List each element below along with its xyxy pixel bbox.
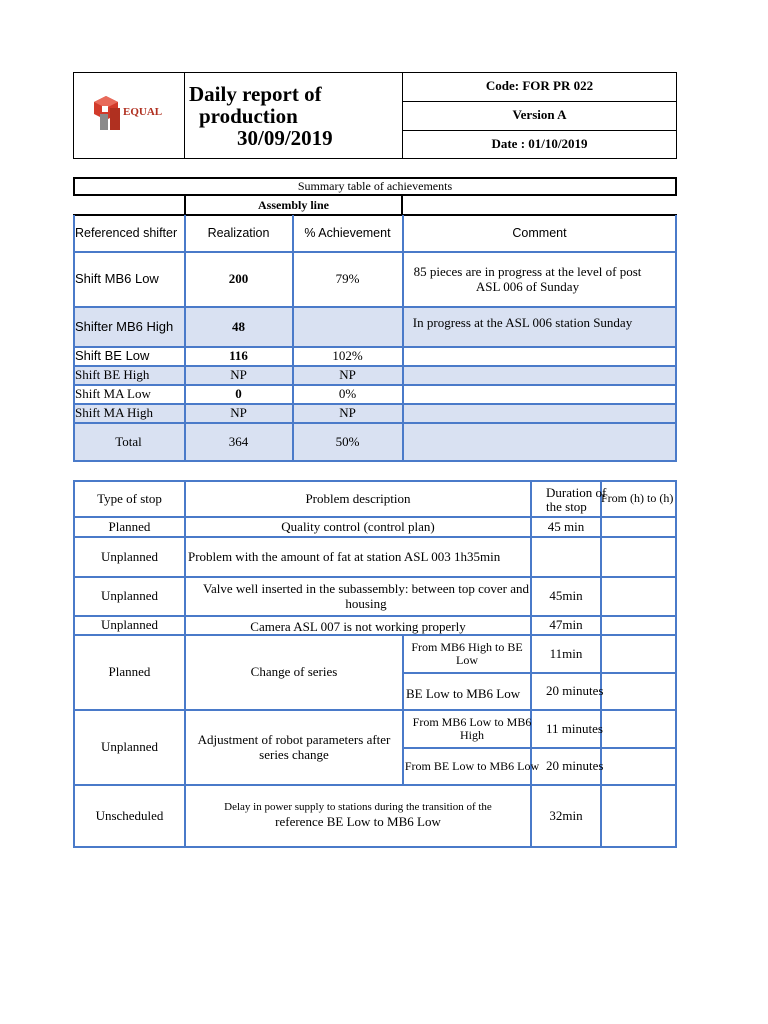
stop-duration: 11min	[549, 645, 583, 661]
row-achievement: 79%	[335, 271, 360, 287]
col-header-shifter: Referenced shifter	[75, 225, 178, 240]
stop-problem-line1: Delay in power supply to stations during the transition of the	[224, 800, 492, 813]
row-realization: 48	[232, 318, 245, 334]
stop-type: Unplanned	[100, 588, 159, 604]
stop-type: Unplanned	[100, 617, 159, 633]
stop-duration: 47min	[549, 617, 583, 633]
col-header-problem: Problem description	[305, 490, 411, 506]
stop-type: Planned	[108, 664, 151, 680]
stop-detail: From BE Low to MB6 Low	[404, 758, 540, 773]
total-achievement: 50%	[335, 433, 360, 449]
row-shifter: Shift MB6 Low	[75, 271, 159, 287]
stop-duration: 32min	[549, 807, 583, 823]
stop-problem: Valve well inserted in the subassembly: between top cover and housing	[203, 581, 529, 611]
row-shifter: Shift MA High	[75, 405, 154, 421]
row-shifter: Shift BE Low	[75, 348, 150, 364]
stop-detail: From MB6 High to BE Low	[411, 639, 523, 667]
report-title-date: 30/09/2019	[237, 126, 333, 150]
col-header-type: Type of stop	[97, 490, 162, 506]
grid-line	[402, 215, 404, 462]
grid-line	[73, 846, 677, 848]
row-realization: NP	[230, 405, 247, 421]
row-shifter: Shift BE High	[75, 367, 150, 383]
col-header-from: From (h) to (h)	[601, 491, 674, 506]
row-comment: 85 pieces are in progress at the level of post ASL 006 of Sunday	[413, 264, 642, 294]
row-achievement: NP	[339, 367, 356, 383]
stop-type: Unplanned	[100, 548, 159, 564]
stop-type: Unscheduled	[95, 807, 164, 823]
report-title-line1: Daily report of	[189, 82, 322, 106]
stop-detail: BE Low to MB6 Low	[406, 686, 521, 702]
summary-title: Summary table of achievements	[73, 177, 677, 196]
header-divider	[184, 72, 185, 159]
stop-type: Unplanned	[100, 739, 159, 755]
stop-duration: 11 minutes	[546, 720, 603, 736]
grid-line	[675, 215, 677, 462]
report-title-line2: production	[199, 104, 298, 128]
col-header-achievement: % Achievement	[304, 225, 391, 240]
row-achievement: 0%	[338, 386, 357, 402]
col-header-comment: Comment	[512, 225, 567, 240]
row-achievement: 102%	[332, 348, 363, 364]
grid-line	[675, 480, 677, 848]
row-shifter: Shifter MB6 High	[75, 318, 174, 334]
row-achievement: NP	[339, 405, 356, 421]
col-header-realization: Realization	[207, 225, 270, 240]
stop-problem: Camera ASL 007 is not working properly	[250, 619, 466, 635]
total-realization: 364	[228, 433, 249, 449]
col-header-duration: Duration of the stop	[546, 485, 607, 514]
stop-duration: 45min	[549, 588, 583, 604]
grid-line	[402, 672, 677, 674]
section-label: Assembly line	[184, 196, 403, 215]
stop-problem: Quality control (control plan)	[281, 518, 435, 534]
row-comment: In progress at the ASL 006 station Sunday	[412, 314, 633, 330]
company-logo	[90, 94, 170, 134]
row-shifter: Shift MA Low	[75, 386, 151, 402]
stop-duration: 20 minutes	[546, 758, 604, 774]
stop-problem: Problem with the amount of fat at station ASL 003 1h35min	[188, 548, 501, 564]
stop-type: Planned	[108, 518, 151, 534]
logo-text: EQUAL	[123, 106, 163, 118]
doc-code: Code: FOR PR 022	[485, 78, 594, 94]
row-achievement	[293, 307, 402, 347]
row-realization: 200	[228, 271, 249, 287]
stop-problem: Change of series	[250, 664, 338, 680]
doc-date: Date : 01/10/2019	[491, 136, 588, 152]
stop-problem: Adjustment of robot parameters after series change	[197, 732, 391, 762]
doc-version: Version A	[512, 107, 567, 123]
total-label: Total	[115, 433, 142, 449]
grid-line	[600, 480, 602, 848]
stop-problem-line2: reference BE Low to MB6 Low	[275, 814, 441, 830]
stop-detail: From MB6 Low to MB6 High	[412, 714, 532, 742]
row-realization: NP	[230, 367, 247, 383]
row-realization: 116	[229, 348, 248, 364]
row-realization: 0	[235, 386, 242, 402]
stop-duration: 45 min	[547, 518, 585, 534]
stop-duration: 20 minutes	[546, 683, 604, 699]
